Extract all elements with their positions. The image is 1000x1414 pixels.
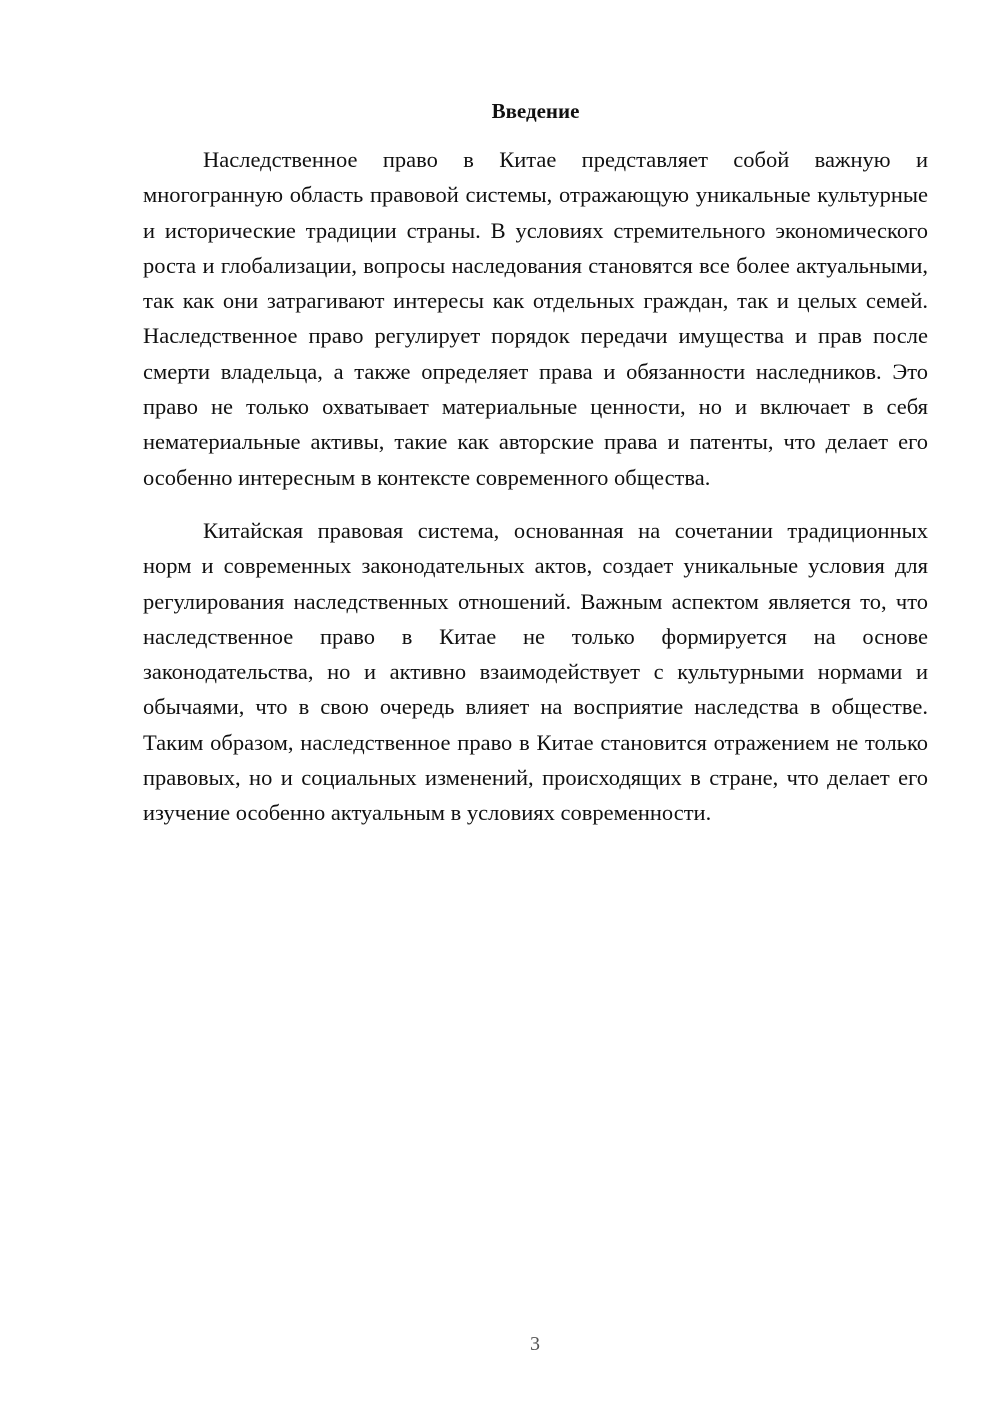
page-content (143, 96, 928, 831)
section-title: Введение (491, 99, 580, 123)
page-number: 3 (530, 1333, 540, 1355)
paragraph-1: Наследственное право в Китае представляет собой важную и многогранную область правовой системы, отражающую уникальные культурные и исторические традиции страны. В условиях стремительного экономического роста и глобализации, вопросы наследования становятся все более актуальными, так как они затрагивают интересы как отдельных граждан, так и целых семей. Наследственное право регулирует порядок передачи имущества и прав после смерти владельца, а также определяет права и обязанности наследников. Это право не только охватывает материальные ценности, но и включает в себя нематериальные активы, такие как авторские права и патенты, что делает его особенно интересным в контексте современного общества. (143, 147, 928, 490)
paragraph-2: Китайская правовая система, основанная на сочетании традиционных норм и современных законодательных актов, создает уникальные условия для регулирования наследственных отношений. Важным аспектом является то, что наследственное право в Китае не только формируется на основе законодательства, но и активно взаимодействует с культурными нормами и обычаями, что в свою очередь влияет на восприятие наследства в обществе. Таким образом, наследственное право в Китае становится отражением не только правовых, но и социальных изменений, происходящих в стране, что делает его изучение особенно актуальным в условиях современности. (143, 517, 928, 826)
